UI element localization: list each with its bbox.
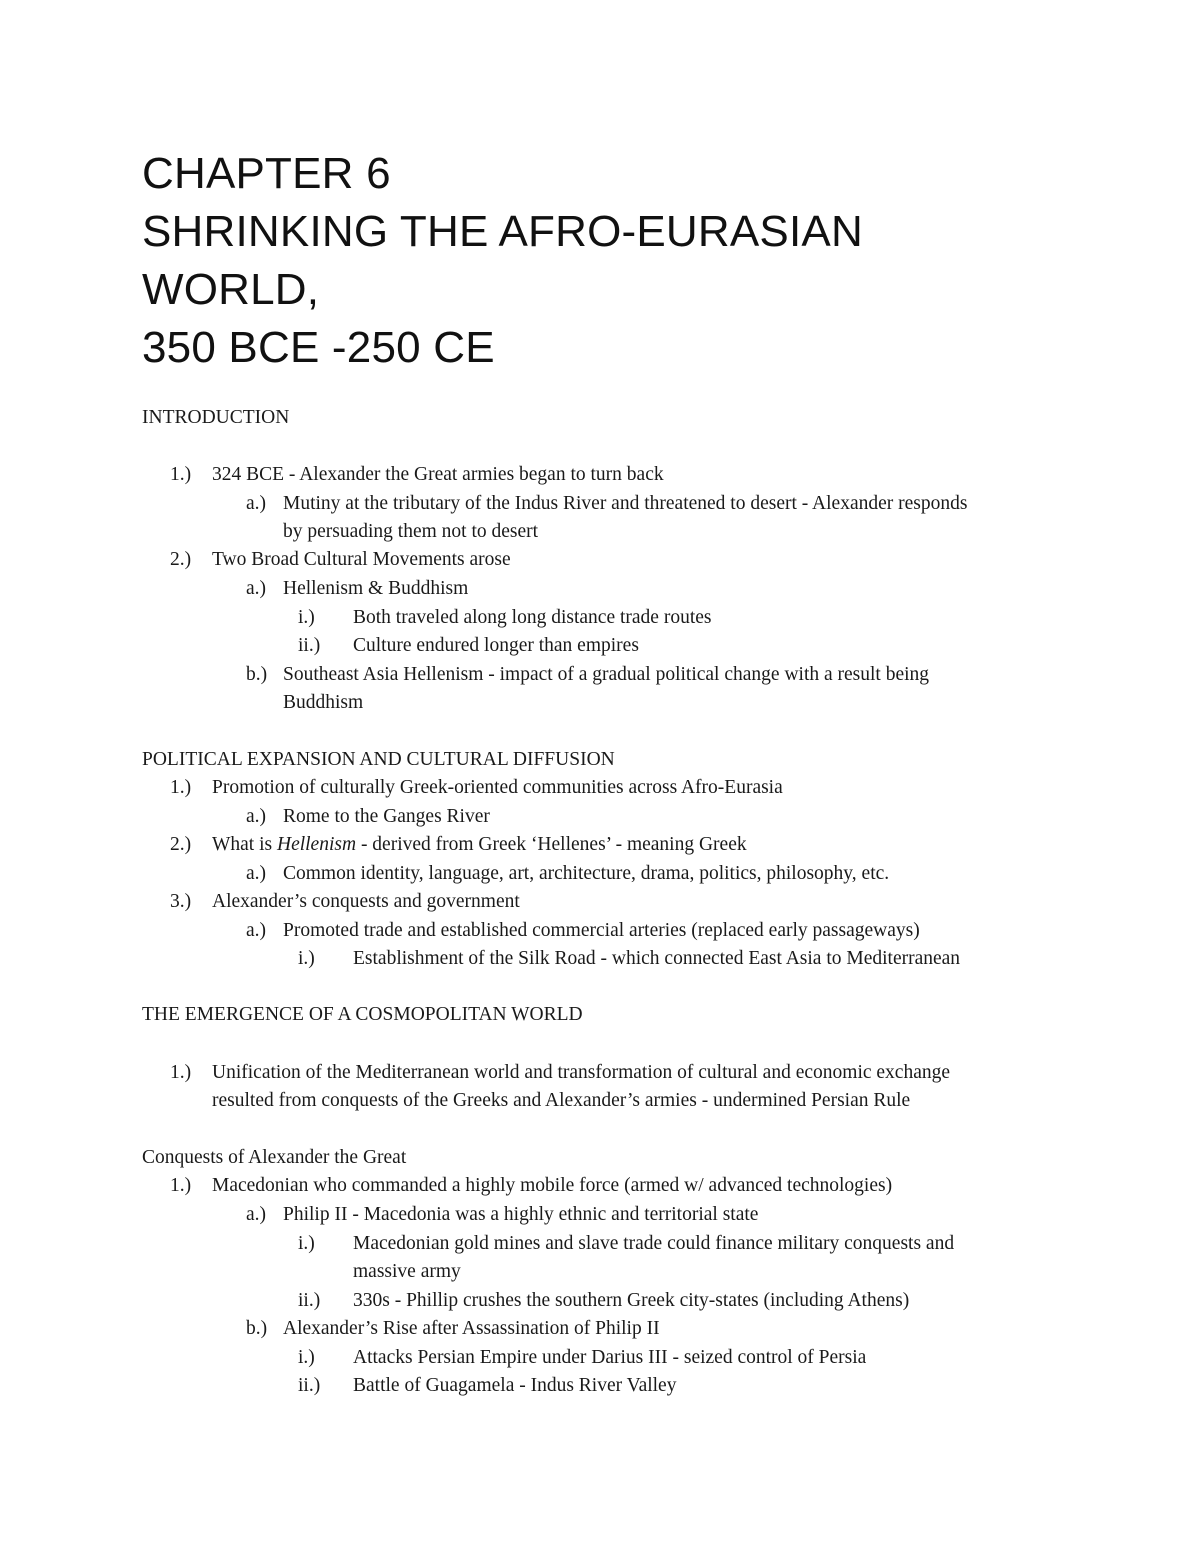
list-item: 330s - Phillip crushes the southern Greek city-states (including Athens) (353, 1290, 910, 1311)
list-item: Macedonian gold mines and slave trade could finance military conquests and (353, 1233, 955, 1254)
list-marker: a.) (246, 920, 267, 941)
list-marker: 1.) (170, 777, 192, 798)
list-marker: 1.) (170, 464, 192, 485)
list-item-continuation: by persuading them not to desert (283, 521, 539, 542)
chapter-subtitle-line-1: SHRINKING THE AFRO-EURASIAN (142, 207, 863, 256)
list-item: Mutiny at the tributary of the Indus River and threatened to desert - Alexander responds (283, 493, 968, 514)
list-marker: 1.) (170, 1175, 192, 1196)
list-item-text: - derived from Greek ‘Hellenes’ - meaning Greek (356, 834, 747, 855)
list-marker: 1.) (170, 1062, 192, 1083)
list-item-text: What is (212, 834, 277, 855)
list-item (212, 833, 747, 857)
list-item: Southeast Asia Hellenism - impact of a gradual political change with a result being (283, 664, 930, 685)
list-marker: i.) (298, 948, 315, 969)
list-marker: i.) (298, 1233, 315, 1254)
list-marker: 3.) (170, 891, 192, 912)
list-marker: a.) (246, 1204, 267, 1225)
list-marker: ii.) (298, 1290, 321, 1311)
list-item: Unification of the Mediterranean world and transformation of cultural and economic exchange (212, 1062, 951, 1083)
list-item: Attacks Persian Empire under Darius III - seized control of Persia (353, 1347, 867, 1368)
list-item: Macedonian who commanded a highly mobile force (armed w/ advanced technologies) (212, 1175, 893, 1196)
list-item: Both traveled along long distance trade routes (353, 607, 712, 628)
list-marker: b.) (246, 664, 268, 685)
list-item: Battle of Guagamela - Indus River Valley (353, 1375, 677, 1396)
chapter-subtitle-line-2: WORLD, (142, 265, 320, 314)
list-item: Hellenism & Buddhism (283, 578, 469, 599)
list-marker: 2.) (170, 549, 192, 570)
list-item: 324 BCE - Alexander the Great armies began to turn back (212, 464, 664, 485)
list-item: Rome to the Ganges River (283, 806, 490, 827)
list-item: Philip II - Macedonia was a highly ethnic and territorial state (283, 1204, 759, 1225)
chapter-title: CHAPTER 6 (142, 149, 391, 198)
list-marker: 2.) (170, 834, 192, 855)
list-marker: a.) (246, 493, 267, 514)
list-item: Alexander’s Rise after Assassination of Philip II (283, 1318, 660, 1339)
list-marker: a.) (246, 806, 267, 827)
list-marker: a.) (246, 578, 267, 599)
list-item: Establishment of the Silk Road - which connected East Asia to Mediterranean (353, 948, 961, 969)
list-item: Promoted trade and established commercial arteries (replaced early passageways) (283, 920, 920, 941)
list-marker: ii.) (298, 635, 321, 656)
list-item-continuation: Buddhism (283, 692, 364, 713)
list-item: Promotion of culturally Greek-oriented communities across Afro-Eurasia (212, 777, 783, 798)
section-heading-cosmopolitan-world: THE EMERGENCE OF A COSMOPOLITAN WORLD (142, 1004, 583, 1025)
list-marker: i.) (298, 1347, 315, 1368)
list-marker: i.) (298, 607, 315, 628)
hellenism-term: Hellenism (276, 834, 357, 855)
list-item: Common identity, language, art, architecture, drama, politics, philosophy, etc. (283, 863, 890, 884)
chapter-date-range: 350 BCE -250 CE (142, 323, 495, 372)
list-marker: b.) (246, 1318, 268, 1339)
list-item: Two Broad Cultural Movements arose (212, 549, 511, 570)
list-item: Culture endured longer than empires (353, 635, 639, 656)
list-item-continuation: massive army (353, 1261, 461, 1282)
section-heading-introduction: INTRODUCTION (142, 407, 290, 428)
section-heading-political-expansion: POLITICAL EXPANSION AND CULTURAL DIFFUSION (142, 749, 615, 770)
list-item-continuation: resulted from conquests of the Greeks and Alexander’s armies - undermined Persian Rule (212, 1090, 911, 1111)
section-heading-conquests: Conquests of Alexander the Great (142, 1147, 407, 1168)
list-item: Alexander’s conquests and government (212, 891, 520, 912)
list-marker: ii.) (298, 1375, 321, 1396)
list-marker: a.) (246, 863, 267, 884)
